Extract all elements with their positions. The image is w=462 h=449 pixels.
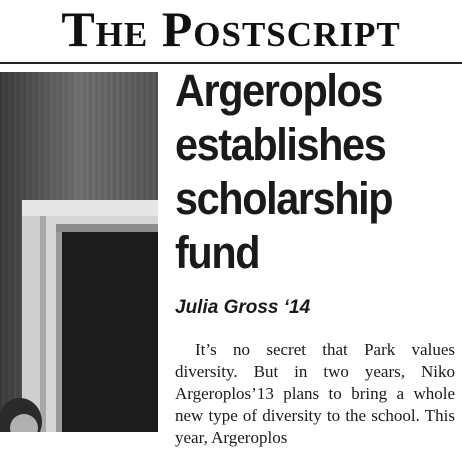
masthead-title: The Postscript — [61, 1, 401, 57]
article-photo — [0, 72, 158, 432]
photo-figure-icon — [0, 72, 158, 432]
article-body: It’s no secret that Park values diversity. But in two years, Niko Argeroplos’13 plans to bring a whole new type of diversity to the school. This year, Argeroplos — [175, 340, 455, 447]
article-byline: Julia Gross ‘14 — [175, 297, 311, 318]
masthead — [0, 0, 462, 62]
article-headline: Argeroplos establishes scholarship fund — [175, 65, 393, 278]
